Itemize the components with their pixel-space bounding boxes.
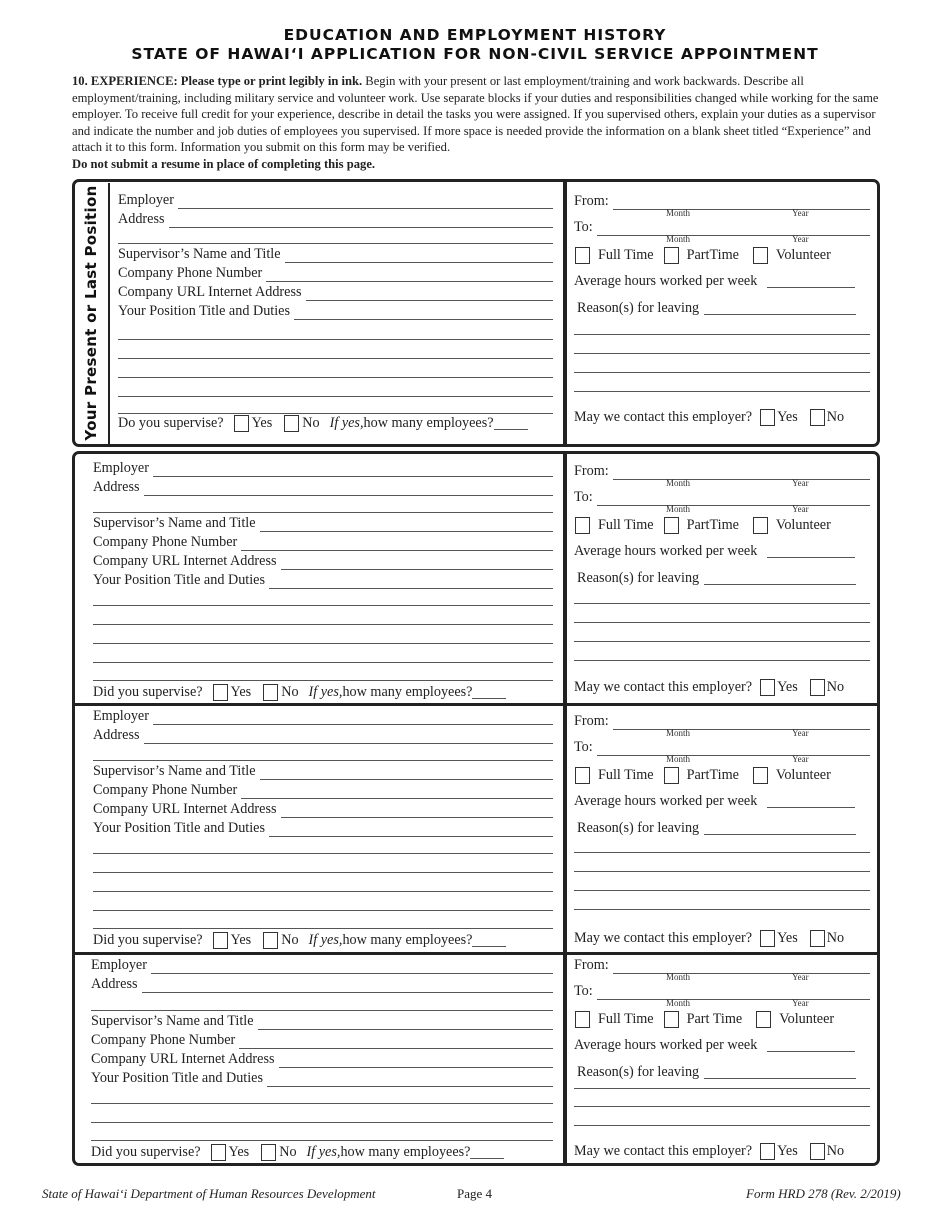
reasons-row-1: [577, 299, 856, 317]
to-date-field-3[interactable]: [574, 739, 870, 756]
reasons-label: Reason(s) for leaving: [577, 570, 700, 586]
yes-label: Yes: [777, 679, 798, 695]
from-year-caption: Year: [792, 972, 809, 982]
instructions-lead: 10. EXPERIENCE: Please type or print legibly in ink.: [72, 74, 363, 88]
reasons-field-1[interactable]: [704, 301, 856, 315]
contact-no-checkbox-4[interactable]: [810, 1143, 825, 1160]
if-yes-label: If yes,: [308, 932, 343, 948]
full-time-label: Full Time: [598, 1011, 654, 1027]
no-label: No: [281, 684, 299, 700]
to-month-caption: Month: [666, 234, 691, 244]
company-phone-field-label: Company Phone Number: [118, 265, 263, 281]
employment-type-row-4: [574, 1010, 834, 1028]
address-field-4[interactable]: [91, 976, 553, 993]
contact-yes-checkbox-4[interactable]: [760, 1143, 775, 1160]
avg-hours-row-2: [574, 542, 855, 560]
full-time-checkbox-1[interactable]: [575, 247, 590, 264]
position-title-field-1[interactable]: [118, 303, 553, 320]
contact-row-1: [574, 408, 844, 426]
to-year-caption: Year: [792, 754, 809, 764]
supervisor-field-label: Supervisor’s Name and Title: [91, 1013, 254, 1029]
volunteer-label: Volunteer: [775, 517, 831, 533]
reasons-field-3[interactable]: [704, 821, 856, 835]
from-month-caption: Month: [666, 208, 691, 218]
volunteer-label: Volunteer: [775, 767, 831, 783]
avg-hours-field-1[interactable]: [767, 274, 855, 288]
company-phone-field-label: Company Phone Number: [93, 782, 238, 798]
to-label: To:: [574, 219, 593, 235]
position-title-field-2[interactable]: [93, 572, 553, 589]
to-year-caption: Year: [792, 234, 809, 244]
address-field-1[interactable]: [118, 211, 553, 228]
from-date-field-3[interactable]: [574, 713, 870, 730]
company-phone-field-4[interactable]: [91, 1032, 553, 1049]
to-year-caption: Year: [792, 504, 809, 514]
to-date-field-4[interactable]: [574, 983, 870, 1000]
reasons-label: Reason(s) for leaving: [577, 820, 700, 836]
position-title-field-label: Your Position Title and Duties: [93, 820, 266, 836]
how-many-label: how many employees?: [342, 932, 473, 948]
from-year-caption: Year: [792, 478, 809, 488]
from-label: From:: [574, 193, 609, 209]
reasons-label: Reason(s) for leaving: [577, 300, 700, 316]
to-date-field-1[interactable]: [574, 219, 870, 236]
company-phone-field-1[interactable]: [118, 265, 553, 282]
full-time-checkbox-2[interactable]: [575, 517, 590, 534]
yes-label: Yes: [228, 1144, 250, 1160]
position-title-field-3[interactable]: [93, 820, 553, 837]
supervise-yes-checkbox-1[interactable]: [234, 415, 249, 432]
company-url-field-label: Company URL Internet Address: [91, 1051, 275, 1067]
supervise-question: Did you supervise?: [91, 1144, 201, 1160]
employee-count-field-2[interactable]: [472, 685, 506, 699]
footer-department: State of Hawai‘i Department of Human Resources Development: [42, 1186, 376, 1201]
avg-hours-label: Average hours worked per week: [574, 793, 758, 809]
address-field-3[interactable]: [93, 727, 553, 744]
supervisor-field-label: Supervisor’s Name and Title: [93, 515, 256, 531]
contact-question: May we contact this employer?: [574, 409, 753, 425]
full-time-label: Full Time: [598, 767, 654, 783]
contact-no-checkbox-2[interactable]: [810, 679, 825, 696]
supervise-row-2: [93, 683, 506, 701]
to-date-field-2[interactable]: [574, 489, 870, 506]
to-label: To:: [574, 983, 593, 999]
supervise-yes-checkbox-4[interactable]: [211, 1144, 226, 1161]
contact-yes-checkbox-1[interactable]: [760, 409, 775, 426]
instructions: [72, 73, 880, 173]
supervise-no-checkbox-4[interactable]: [261, 1144, 276, 1161]
yes-label: Yes: [777, 409, 798, 425]
from-date-field-1[interactable]: [574, 193, 870, 210]
from-year-caption: Year: [792, 728, 809, 738]
instructions-text: Begin with your present or last employment/training and work backwards. Describe all employment/training, including military service and volunteer work. Use separate blocks if your duties and responsibilities changed while working for the same employer. To receive full credit for your experience, describe in detail the tasks you were assigned. If you supervised others, explain your duties as a supervisor and indicate the number and job duties of employees you supervised. If more space is needed provide the information on a blank sheet titled “Experience” and attach it to this form. Information you submit on this form may be verified.: [72, 74, 879, 155]
footer-page-number: Page 4: [457, 1186, 493, 1201]
avg-hours-row-3: [574, 792, 855, 810]
to-label: To:: [574, 739, 593, 755]
yes-label: Yes: [777, 930, 798, 946]
footer-form-number: Form HRD 278 (Rev. 2/2019): [746, 1186, 901, 1201]
from-month-caption: Month: [666, 728, 691, 738]
avg-hours-label: Average hours worked per week: [574, 543, 758, 559]
supervisor-field-3[interactable]: [93, 763, 553, 780]
employer-field-label: Employer: [91, 957, 147, 973]
contact-yes-checkbox-3[interactable]: [760, 930, 775, 947]
volunteer-label: Volunteer: [779, 1011, 835, 1027]
volunteer-checkbox-2[interactable]: [753, 517, 768, 534]
employer-field-1[interactable]: [118, 192, 553, 209]
avg-hours-label: Average hours worked per week: [574, 1037, 758, 1053]
contact-row-4: [574, 1142, 844, 1160]
form-title: EDUCATION AND EMPLOYMENT HISTORY: [283, 26, 667, 44]
reasons-row-3: [577, 819, 856, 837]
supervise-no-checkbox-2[interactable]: [263, 684, 278, 701]
address-field-label: Address: [93, 727, 140, 743]
supervise-yes-checkbox-3[interactable]: [213, 932, 228, 949]
reasons-field-2[interactable]: [704, 571, 856, 585]
no-label: No: [826, 1143, 845, 1159]
contact-question: May we contact this employer?: [574, 679, 753, 695]
from-year-caption: Year: [792, 208, 809, 218]
if-yes-label: If yes,: [306, 1144, 341, 1160]
no-label: No: [281, 932, 299, 948]
to-year-caption: Year: [792, 998, 809, 1008]
supervise-question: Do you supervise?: [118, 415, 224, 431]
how-many-label: how many employees?: [340, 1144, 471, 1160]
part-time-checkbox-2[interactable]: [664, 517, 679, 534]
from-month-caption: Month: [666, 478, 691, 488]
full-time-label: Full Time: [598, 247, 654, 263]
how-many-label: how many employees?: [342, 684, 473, 700]
no-label: No: [826, 930, 845, 946]
to-month-caption: Month: [666, 504, 691, 514]
to-month-caption: Month: [666, 754, 691, 764]
reasons-row-2: [577, 569, 856, 587]
address-field-label: Address: [118, 211, 165, 227]
company-url-field-1[interactable]: [118, 284, 553, 301]
company-url-field-label: Company URL Internet Address: [118, 284, 302, 300]
employer-field-2[interactable]: [93, 460, 553, 477]
supervise-no-checkbox-1[interactable]: [284, 415, 299, 432]
contact-no-checkbox-3[interactable]: [810, 930, 825, 947]
employer-field-3[interactable]: [93, 708, 553, 725]
volunteer-checkbox-1[interactable]: [753, 247, 768, 264]
volunteer-checkbox-4[interactable]: [756, 1011, 771, 1028]
full-time-checkbox-3[interactable]: [575, 767, 590, 784]
how-many-label: how many employees?: [363, 415, 494, 431]
supervise-question: Did you supervise?: [93, 932, 203, 948]
part-time-label: PartTime: [686, 767, 739, 783]
part-time-label: PartTime: [686, 247, 739, 263]
supervise-row-4: [91, 1143, 504, 1161]
company-url-field-2[interactable]: [93, 553, 553, 570]
no-label: No: [279, 1144, 297, 1160]
to-month-caption: Month: [666, 998, 691, 1008]
instructions-warning: Do not submit a resume in place of completing this page.: [72, 156, 376, 171]
yes-label: Yes: [230, 932, 252, 948]
from-date-field-4[interactable]: [574, 957, 870, 974]
company-phone-field-3[interactable]: [93, 782, 553, 799]
company-phone-field-label: Company Phone Number: [91, 1032, 236, 1048]
avg-hours-row-1: [574, 272, 855, 290]
avg-hours-field-4[interactable]: [767, 1038, 855, 1052]
supervise-row-1: [118, 414, 528, 432]
avg-hours-field-3[interactable]: [767, 794, 855, 808]
yes-label: Yes: [230, 684, 252, 700]
employee-count-field-4[interactable]: [470, 1145, 504, 1159]
supervisor-field-label: Supervisor’s Name and Title: [118, 246, 281, 262]
contact-yes-checkbox-2[interactable]: [760, 679, 775, 696]
contact-row-2: [574, 678, 844, 696]
avg-hours-row-4: [574, 1036, 855, 1054]
address-field-2[interactable]: [93, 479, 553, 496]
supervisor-field-2[interactable]: [93, 515, 553, 532]
full-time-checkbox-4[interactable]: [575, 1011, 590, 1028]
supervise-row-3: [93, 931, 506, 949]
part-time-checkbox-1[interactable]: [664, 247, 679, 264]
company-url-field-3[interactable]: [93, 801, 553, 818]
if-yes-label: If yes,: [329, 415, 364, 431]
part-time-label: Part Time: [686, 1011, 743, 1027]
no-label: No: [826, 409, 845, 425]
supervisor-field-1[interactable]: [118, 246, 553, 263]
part-time-label: PartTime: [686, 517, 739, 533]
from-label: From:: [574, 463, 609, 479]
no-label: No: [826, 679, 845, 695]
position-title-field-label: Your Position Title and Duties: [93, 572, 266, 588]
present-position-label: Your Present or Last Position: [82, 185, 100, 441]
reasons-field-4[interactable]: [704, 1065, 856, 1079]
company-url-field-label: Company URL Internet Address: [93, 553, 277, 569]
part-time-checkbox-3[interactable]: [664, 767, 679, 784]
yes-label: Yes: [251, 415, 273, 431]
address-field-label: Address: [91, 976, 138, 992]
supervise-question: Did you supervise?: [93, 684, 203, 700]
address-field-label: Address: [93, 479, 140, 495]
from-label: From:: [574, 713, 609, 729]
employment-type-row-1: [574, 246, 831, 264]
full-time-label: Full Time: [598, 517, 654, 533]
contact-question: May we contact this employer?: [574, 930, 753, 946]
from-month-caption: Month: [666, 972, 691, 982]
from-date-field-2[interactable]: [574, 463, 870, 480]
form-subtitle: STATE OF HAWAI‘I APPLICATION FOR NON-CIVIL SERVICE APPOINTMENT: [131, 45, 819, 63]
contact-no-checkbox-1[interactable]: [810, 409, 825, 426]
supervisor-field-label: Supervisor’s Name and Title: [93, 763, 256, 779]
part-time-checkbox-4[interactable]: [664, 1011, 679, 1028]
volunteer-label: Volunteer: [775, 247, 831, 263]
position-title-field-label: Your Position Title and Duties: [91, 1070, 264, 1086]
position-title-field-label: Your Position Title and Duties: [118, 303, 291, 319]
contact-question: May we contact this employer?: [574, 1143, 753, 1159]
employment-type-row-2: [574, 516, 831, 534]
employment-type-row-3: [574, 766, 831, 784]
volunteer-checkbox-3[interactable]: [753, 767, 768, 784]
no-label: No: [302, 415, 320, 431]
employee-count-field-3[interactable]: [472, 933, 506, 947]
supervise-no-checkbox-3[interactable]: [263, 932, 278, 949]
yes-label: Yes: [777, 1143, 798, 1159]
position-title-field-4[interactable]: [91, 1070, 553, 1087]
employer-field-label: Employer: [118, 192, 174, 208]
company-phone-field-2[interactable]: [93, 534, 553, 551]
company-url-field-4[interactable]: [91, 1051, 553, 1068]
employee-count-field-1[interactable]: [494, 416, 528, 430]
avg-hours-label: Average hours worked per week: [574, 273, 758, 289]
reasons-label: Reason(s) for leaving: [577, 1064, 700, 1080]
reasons-row-4: [577, 1063, 856, 1081]
supervise-yes-checkbox-2[interactable]: [213, 684, 228, 701]
from-label: From:: [574, 957, 609, 973]
company-phone-field-label: Company Phone Number: [93, 534, 238, 550]
employer-field-4[interactable]: [91, 957, 553, 974]
employer-field-label: Employer: [93, 460, 149, 476]
to-label: To:: [574, 489, 593, 505]
avg-hours-field-2[interactable]: [767, 544, 855, 558]
contact-row-3: [574, 929, 844, 947]
if-yes-label: If yes,: [308, 684, 343, 700]
company-url-field-label: Company URL Internet Address: [93, 801, 277, 817]
employer-field-label: Employer: [93, 708, 149, 724]
supervisor-field-4[interactable]: [91, 1013, 553, 1030]
